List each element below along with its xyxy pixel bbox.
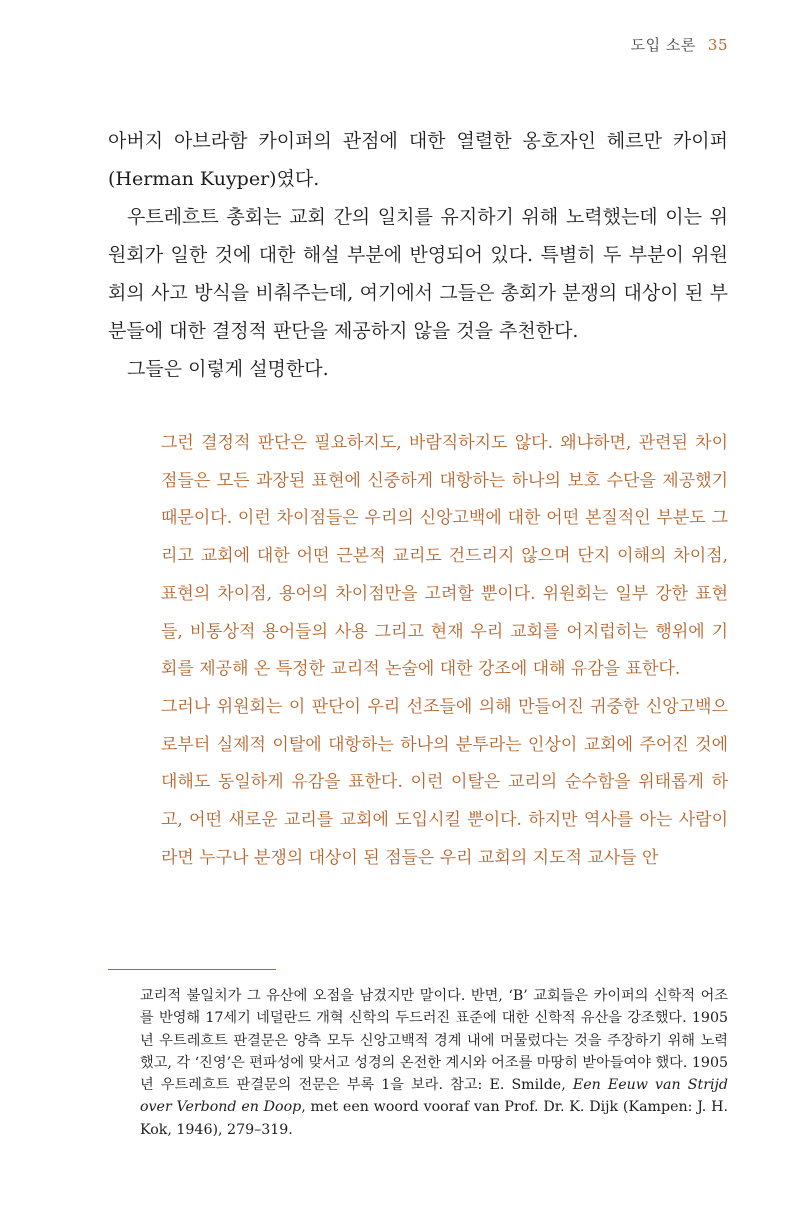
main-text — [108, 122, 728, 388]
footnote — [140, 985, 728, 1141]
chapter-title: 도입 소론 — [630, 36, 696, 54]
paragraph-1: 아버지 아브라함 카이퍼의 관점에 대한 열렬한 옹호자인 헤르만 카이퍼 (Herman Kuyper)였다. — [108, 130, 728, 190]
page-number: 35 — [707, 36, 728, 54]
paragraph-2: 우트레흐트 총회는 교회 간의 일치를 유지하기 위해 노력했는데 이는 위원회가 일한 것에 대한 해설 부분에 반영되어 있다. 특별히 두 부분이 위원회의 사고 방식을 비춰주는데, 여기에서 그들은 총회가 분쟁의 대상이 된 부분들에 대한 결정적 판단을 제공하지 않을 것을 추천한다. — [108, 206, 728, 342]
footnote-text-b: , met een woord vooraf van Prof. Dr. K. Dijk (Kampen: J. H. Kok, 1946), 279–319. — [140, 1099, 728, 1138]
footnote-divider — [108, 969, 276, 970]
footnote-text — [140, 985, 728, 1141]
block-quote — [161, 425, 728, 877]
running-header — [631, 34, 728, 55]
paragraph-3: 그들은 이렇게 설명한다. — [127, 358, 329, 380]
footnote-book-title: Een Eeuw van Strijd over Verbond en Doop — [140, 1077, 728, 1116]
quote-paragraph-2: 그러나 위원회는 이 판단이 우리 선조들에 의해 만들어진 귀중한 신앙고백으로부터 실제적 이탈에 대항하는 하나의 분투라는 인상이 교회에 주어진 것에 대해도 동일하게 유감을 표한다. 이런 이탈은 교리의 순수함을 위태롭게 하고, 어떤 새로운 교리를 교회에 도입시킬 뿐이다. 하지만 역사를 아는 사람이라면 누구나 분쟁의 대상이 된 점들은 우리 교회의 지도적 교사들 안 — [161, 696, 728, 868]
footnote-text-a: 교리적 불일치가 그 유산에 오점을 남겼지만 말이다. 반면, ‘B’ 교회들은 카이퍼의 신학적 어조를 반영해 17세기 네덜란드 개혁 신학의 두드러진 표준에 대한 신학적 유산을 강조했다. 1905년 우트레흐트 판결문은 양측 모두 신앙고백적 경계 내에 머물렀다는 것을 주장하기 위해 노력했고, 각 ‘진영’은 편파성에 맞서고 성경의 온전한 계시와 어조를 마땅히 받아들여야 했다. 1905년 우트레흐트 판결문의 전문은 부록 1을 보라. 참고: E. Smilde, — [140, 988, 728, 1094]
quote-paragraph-1: 그런 결정적 판단은 필요하지도, 바람직하지도 않다. 왜냐하면, 관련된 차이점들은 모든 과장된 표현에 신중하게 대항하는 하나의 보호 수단을 제공했기 때문이다. 이런 차이점들은 우리의 신앙고백에 대한 어떤 본질적인 부분도 그리고 교회에 대한 어떤 근본적 교리도 건드리지 않으며 단지 이해의 차이점, 표현의 차이점, 용어의 차이점만을 고려할 뿐이다. 위원회는 일부 강한 표현들, 비통상적 용어들의 사용 그리고 현재 우리 교회를 어지럽히는 행위에 기회를 제공해 온 특정한 교리적 논술에 대한 강조에 대해 유감을 표한다. — [161, 433, 728, 680]
